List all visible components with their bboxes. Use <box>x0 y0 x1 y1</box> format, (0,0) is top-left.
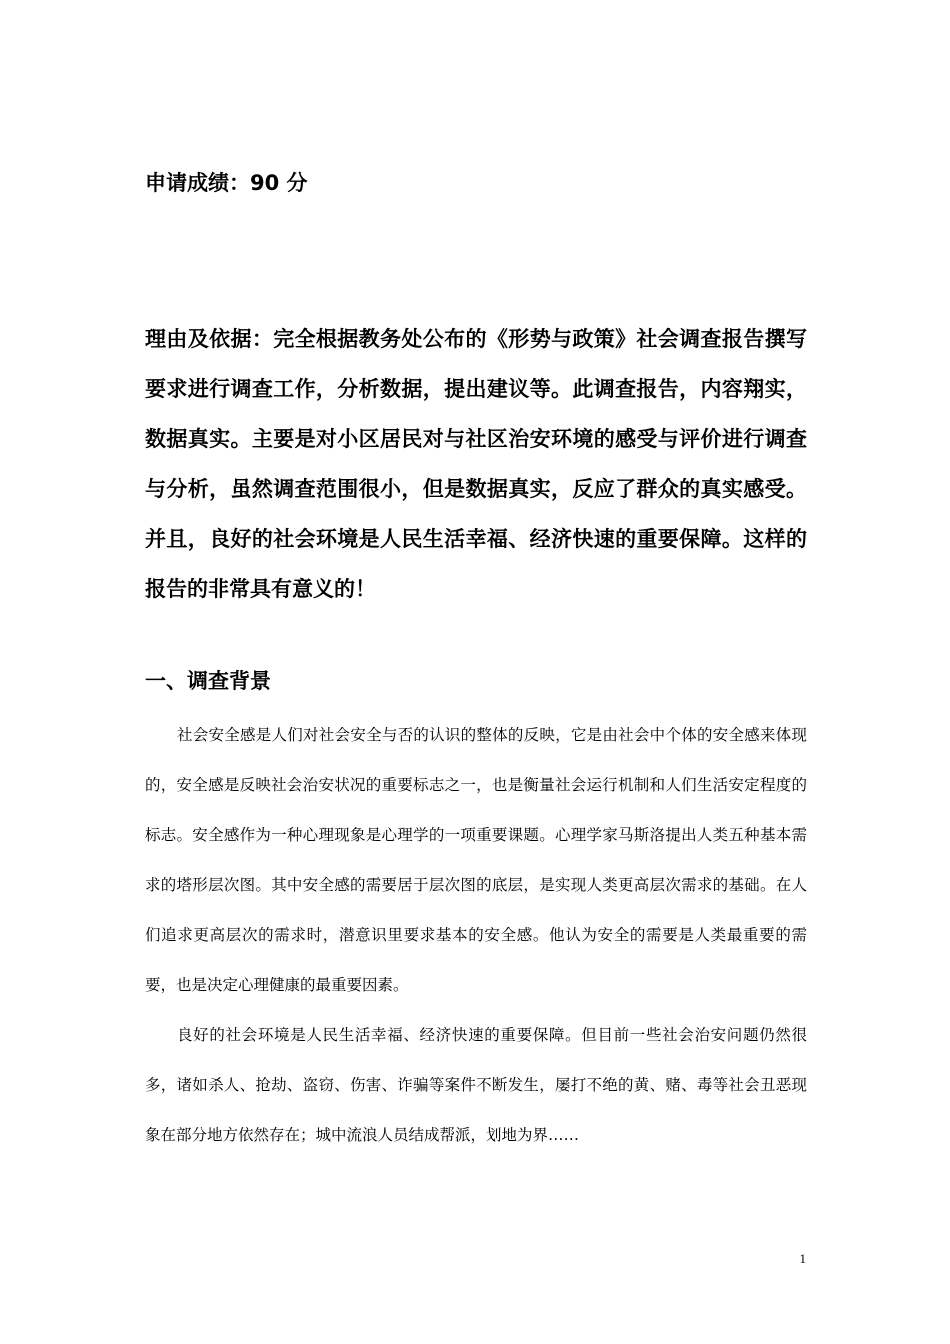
grade-line: 申请成绩：90 分 <box>145 171 308 195</box>
page-number: 1 <box>799 1251 806 1266</box>
reason-paragraph: 理由及依据：完全根据教务处公布的《形势与政策》社会调查报告撰写要求进行调查工作，分析数据，提出建议等。此调查报告，内容翔实，数据真实。主要是对小区居民对与社区治安环境的感受与评价进行调查与分析，虽然调查范围很小，但是数据真实，反应了群众的真实感受。并且，良好的社会环境是人民生活幸福、经济快速的重要保障。这样的报告的非常具有意义的！ <box>145 327 807 601</box>
body-paragraph: 良好的社会环境是人民生活幸福、经济快速的重要保障。但目前一些社会治安问题仍然很多，诸如杀人、抢劫、盗窃、伤害、诈骗等案件不断发生，屡打不绝的黄、赌、毒等社会丑恶现象在部分地方依然存在；城中流浪人员结成帮派，划地为界…… <box>145 1026 807 1144</box>
section-heading: 一、调查背景 <box>145 669 271 693</box>
body-paragraph: 社会安全感是人们对社会安全与否的认识的整体的反映，它是由社会中个体的安全感来体现的，安全感是反映社会治安状况的重要标志之一，也是衡量社会运行机制和人们生活安定程度的标志。安全感作为一种心理现象是心理学的一项重要课题。心理学家马斯洛提出人类五种基本需求的塔形层次图。其中安全感的需要居于层次图的底层，是实现人类更高层次需求的基础。在人们追求更高层次的需求时，潜意识里要求基本的安全感。他认为安全的需要是人类最重要的需要，也是决定心理健康的最重要因素。 <box>145 726 807 994</box>
